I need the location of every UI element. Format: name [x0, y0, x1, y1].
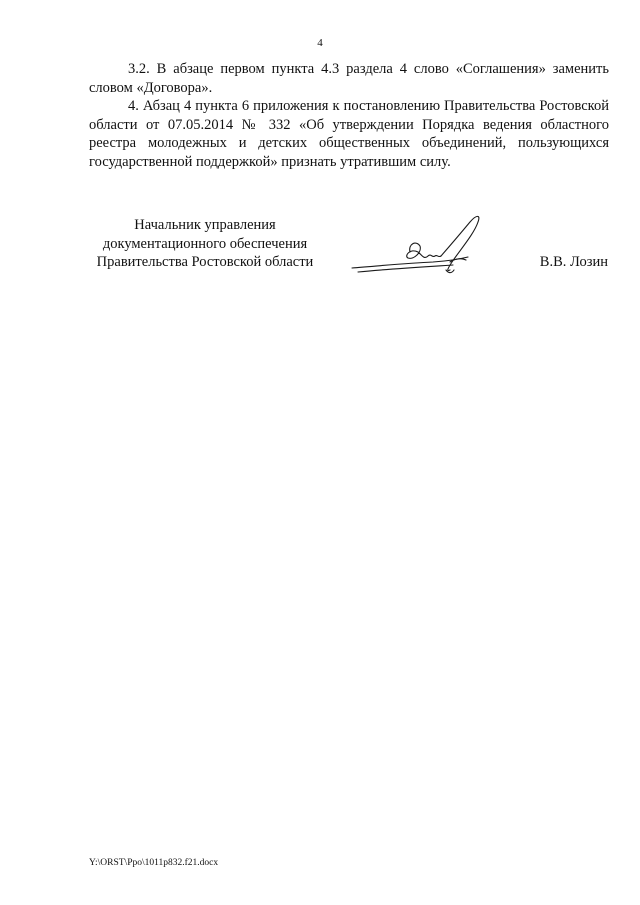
paragraph-3-2: 3.2. В абзаце первом пункта 4.3 раздела 4 слово «Соглашения» заменить словом «Договора».: [89, 61, 609, 96]
file-path: Y:\ORST\Ppo\1011p832.f21.docx: [89, 858, 219, 868]
position-line: Начальник управления: [134, 217, 276, 233]
position-line: Правительства Ростовской области: [96, 254, 314, 270]
handwritten-signature: [348, 212, 508, 278]
paragraph-4: 4. Абзац 4 пункта 6 приложения к постановлению Правительства Ростовской области от 07.05.2014 № 332 «Об утверждении Порядка ведения областного реестра молодежных и детских общественных объединений, пользующихся государственной поддержкой» признать утратившим силу.: [89, 98, 609, 170]
position-line: документационного обеспечения: [102, 235, 308, 252]
signer-position: [80, 216, 330, 272]
page-number: 4: [317, 37, 323, 49]
document-body: [89, 60, 609, 171]
signer-name: В.В. Лозин: [539, 254, 608, 270]
